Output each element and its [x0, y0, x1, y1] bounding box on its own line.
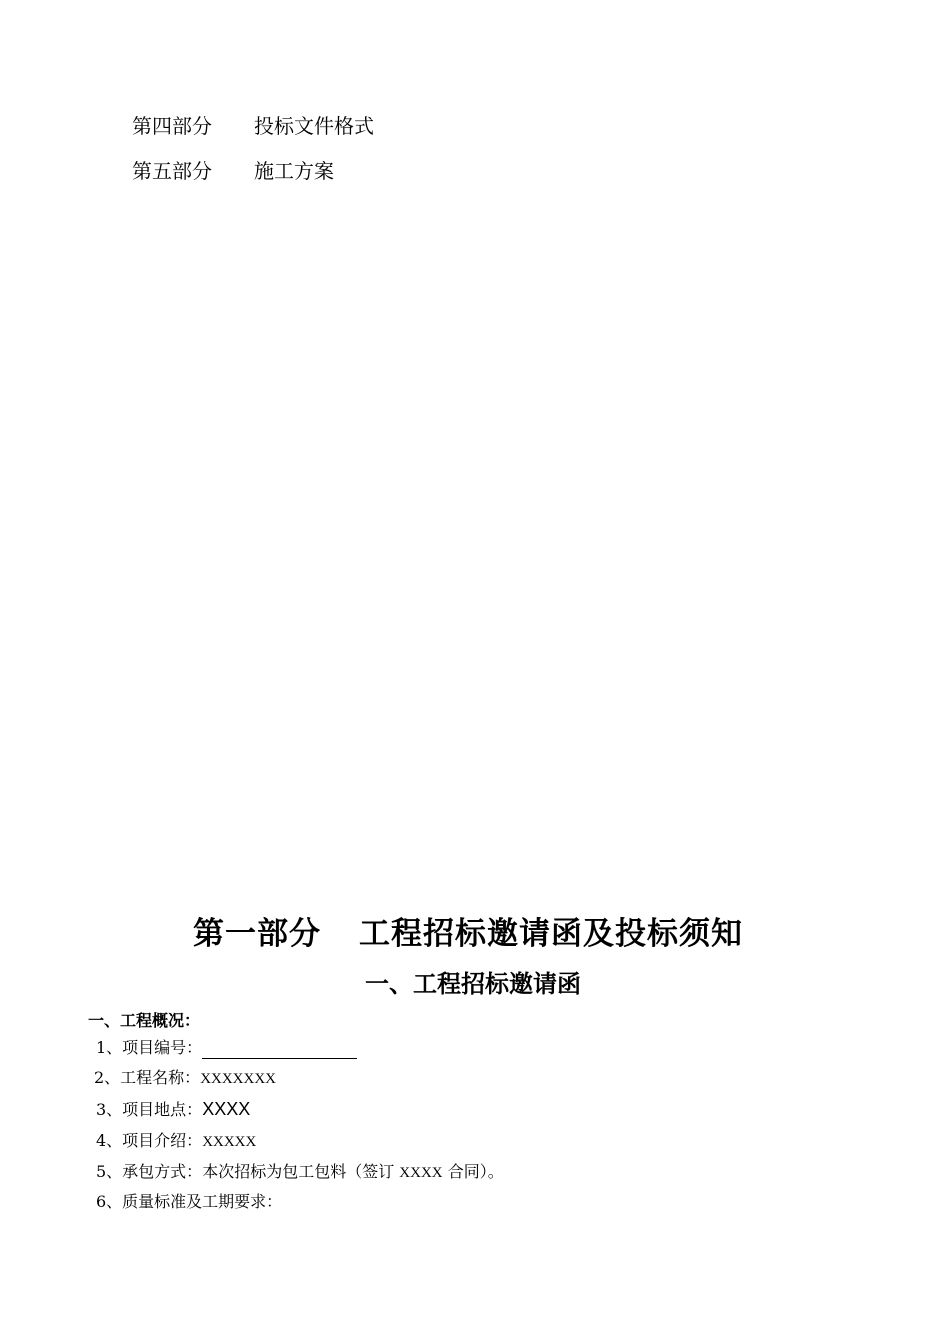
list-item-project-name [94, 1067, 276, 1090]
page-title [0, 908, 936, 953]
title-text: 工程招标邀请函及投标须知 [359, 916, 743, 952]
item-label: 3、项目地点： [96, 1100, 203, 1119]
item-value: XXXX [202, 1099, 251, 1119]
toc-part-label: 第四部分 [132, 114, 212, 138]
item-label: 2、工程名称： [94, 1068, 201, 1087]
item-label: 6、质量标准及工期要求： [96, 1192, 283, 1211]
list-item-contract-method [96, 1161, 504, 1184]
item-label: 4、项目介绍： [96, 1131, 203, 1150]
item-label: 1、项目编号： [96, 1038, 203, 1057]
list-item-quality-schedule [96, 1191, 282, 1213]
item-value-code: XXXX [399, 1165, 443, 1181]
toc-line [132, 158, 334, 184]
item-value: XXXXX [202, 1134, 257, 1150]
list-item-project-number [96, 1037, 357, 1059]
toc-line [132, 113, 374, 139]
fill-in-blank-line [202, 1042, 357, 1059]
item-label: 5、承包方式： [96, 1162, 203, 1181]
section-heading: 一、工程概况： [88, 1011, 201, 1030]
title-part: 第一部分 [193, 916, 321, 952]
subtitle: 一、工程招标邀请函 [365, 969, 581, 998]
toc-part-label: 第五部分 [132, 159, 212, 183]
item-value: XXXXXXX [200, 1071, 277, 1087]
item-value-pre: 本次招标为包工包料（签订 [202, 1162, 400, 1181]
toc-part-title: 投标文件格式 [254, 114, 374, 138]
toc-part-title: 施工方案 [254, 159, 334, 183]
list-item-project-intro [96, 1130, 256, 1153]
list-item-project-location [96, 1098, 250, 1121]
item-value-post: 合同）。 [442, 1162, 504, 1181]
